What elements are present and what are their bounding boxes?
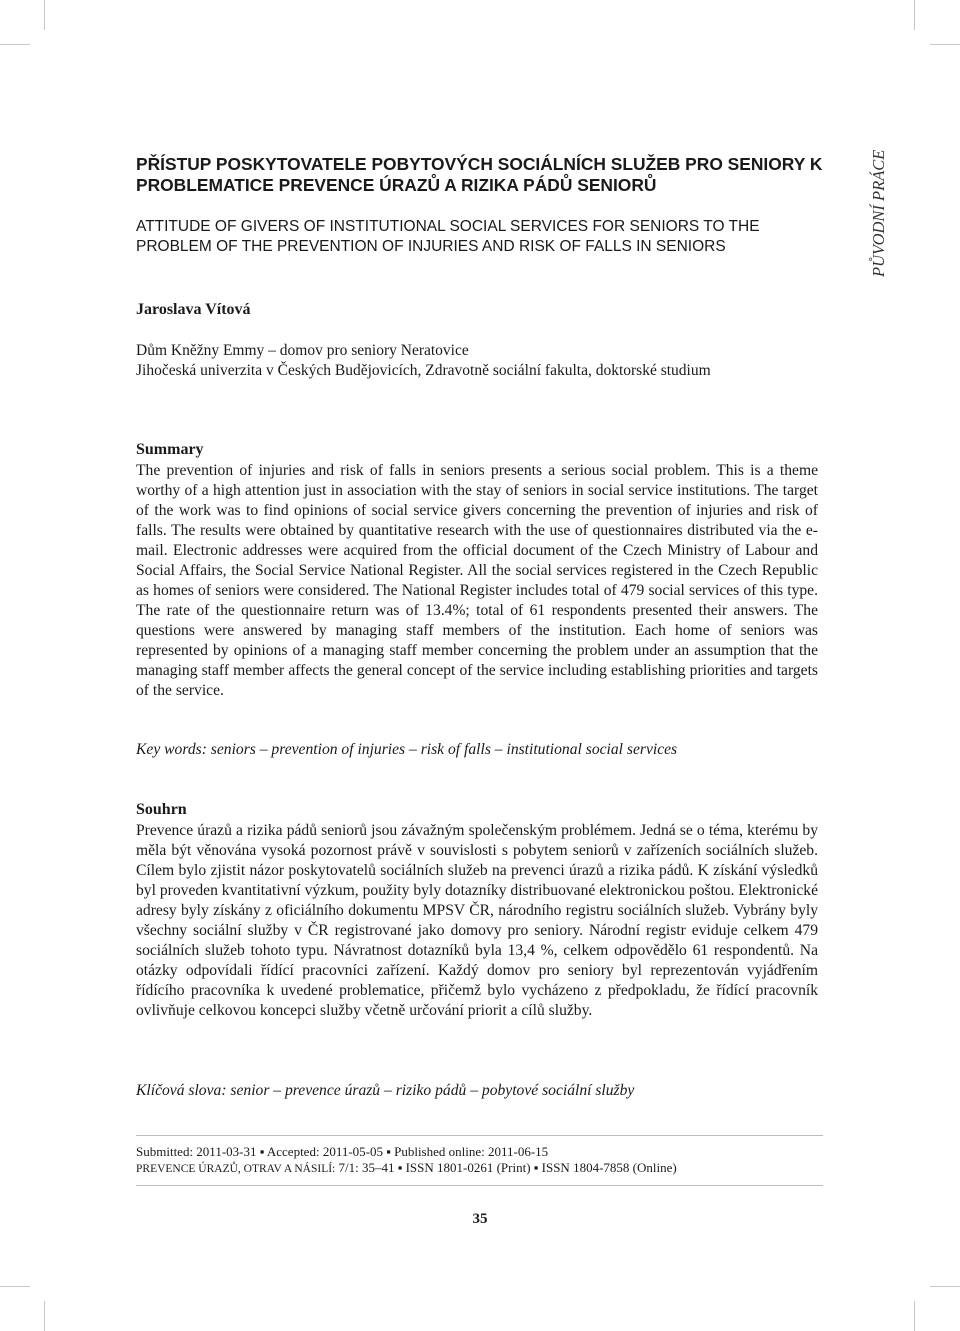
affiliation-line: Dům Kněžny Emmy – domov pro seniory Neratovice [136, 342, 469, 359]
corner-mark [914, 0, 915, 30]
summary-text: The prevention of injuries and risk of falls in seniors presents a serious social problem. This is a theme worthy of a high attention just in association with the stay of seniors in social service institutions. The target of the work was to find opinions of social service givers concerning the prevention of injuries and risk of falls. The results were obtained by quantitative research with the use of questionnaires distributed via the e-mail. Electronic addresses were acquired from the official document of the Czech Ministry of Labour and Social Affairs, the Social Service National Register. All the social services registered in the Czech Republic as homes of seniors were considered. The National Register includes total of 479 social services of this type. The rate of the questionnaire return was of 13.4%; total of 61 respondents presented their answers. The questions were answered by managing staff members of the institution. Each home of seniors was represented by opinions of a managing staff member concerning the problem under an assumption that the managing staff member affects the general concept of the service including establishing priorities and targets of the service. [136, 462, 818, 699]
journal-name: PREVENCE ÚRAZŮ, OTRAV A NÁSILÍ: [136, 1163, 336, 1175]
article-title-czech: PŘÍSTUP POSKYTOVATELE POBYTOVÝCH SOCIÁLNÍCH SLUŽEB PRO SENIORY K PROBLEMATICE PREVENCE ÚRAZŮ A RIZIKA PÁDŮ SENIORŮ [136, 154, 823, 195]
publication-dates: Submitted: 2011-03-31 ▪ Accepted: 2011-05-05 ▪ Published online: 2011-06-15 [136, 1144, 549, 1159]
section-side-label: PŮVODNÍ PRÁCE [869, 150, 888, 278]
affiliation [136, 341, 836, 381]
summary-keywords: Key words: seniors – prevention of injuries – risk of falls – institutional social services [136, 741, 678, 758]
summary-heading: Summary [136, 441, 204, 458]
corner-mark [44, 0, 45, 30]
souhrn-heading: Souhrn [136, 801, 187, 818]
souhrn-text: Prevence úrazů a rizika pádů seniorů jsou závažným společenským problémem. Jedná se o téma, kterému by měla být věnována vysoká pozornost právě v souvislosti s pobytem seniorů v zařízeních sociálních služeb. Cílem bylo zjistit názor poskytovatelů sociálních služeb na prevenci úrazů a rizika pádů. K získání výsledků byl proveden kvantitativní výzkum, použity byly dotazníky distribuované elektronickou poštou. Elektronické adresy byly získány z oficiálního dokumentu MPSV ČR, národního registru sociálních služeb. Vybrány byly všechny sociální služby v ČR registrované jako domovy pro seniory. Národní registr eviduje celkem 479 sociálních služeb tohoto typu. Návratnost dotazníků byla 13,4 %, celkem odpovědělo 61 respondentů. Na otázky odpovídali řídící pracovníci zařízení. Každý domov pro seniory byl reprezentován vyjádřením řídícího pracovníka k uvedené problematice, přičemž bylo vycházeno z předpokladu, že řídící pracovník ovlivňuje celkovou koncepci služby včetně určování priorit a cílů služby. [136, 822, 818, 1019]
corner-mark [0, 1286, 30, 1287]
corner-mark [930, 44, 960, 45]
souhrn-keywords: Klíčová slova: senior – prevence úrazů – riziko pádů – pobytové sociální služby [136, 1082, 635, 1099]
journal-citation [136, 1160, 677, 1176]
page-number: 35 [472, 1211, 488, 1227]
corner-mark [44, 1301, 45, 1331]
issue-issn: 7/1: 35–41 ▪ ISSN 1801-0261 (Print) ▪ ISSN 1804-7858 (Online) [335, 1160, 677, 1175]
author-name: Jaroslava Vítová [136, 301, 251, 318]
corner-mark [914, 1301, 915, 1331]
corner-mark [930, 1286, 960, 1287]
affiliation-line: Jihočeská univerzita v Českých Budějovicích, Zdravotně sociální fakulta, doktorské studium [136, 362, 711, 379]
footer-rule-top [136, 1135, 823, 1136]
article-title-english: ATTITUDE OF GIVERS OF INSTITUTIONAL SOCIAL SERVICES FOR SENIORS TO THE PROBLEM OF THE PREVENTION OF INJURIES AND RISK OF FALLS IN SENIORS [136, 218, 760, 255]
corner-mark [0, 44, 30, 45]
footer-rule-bottom [136, 1185, 823, 1186]
